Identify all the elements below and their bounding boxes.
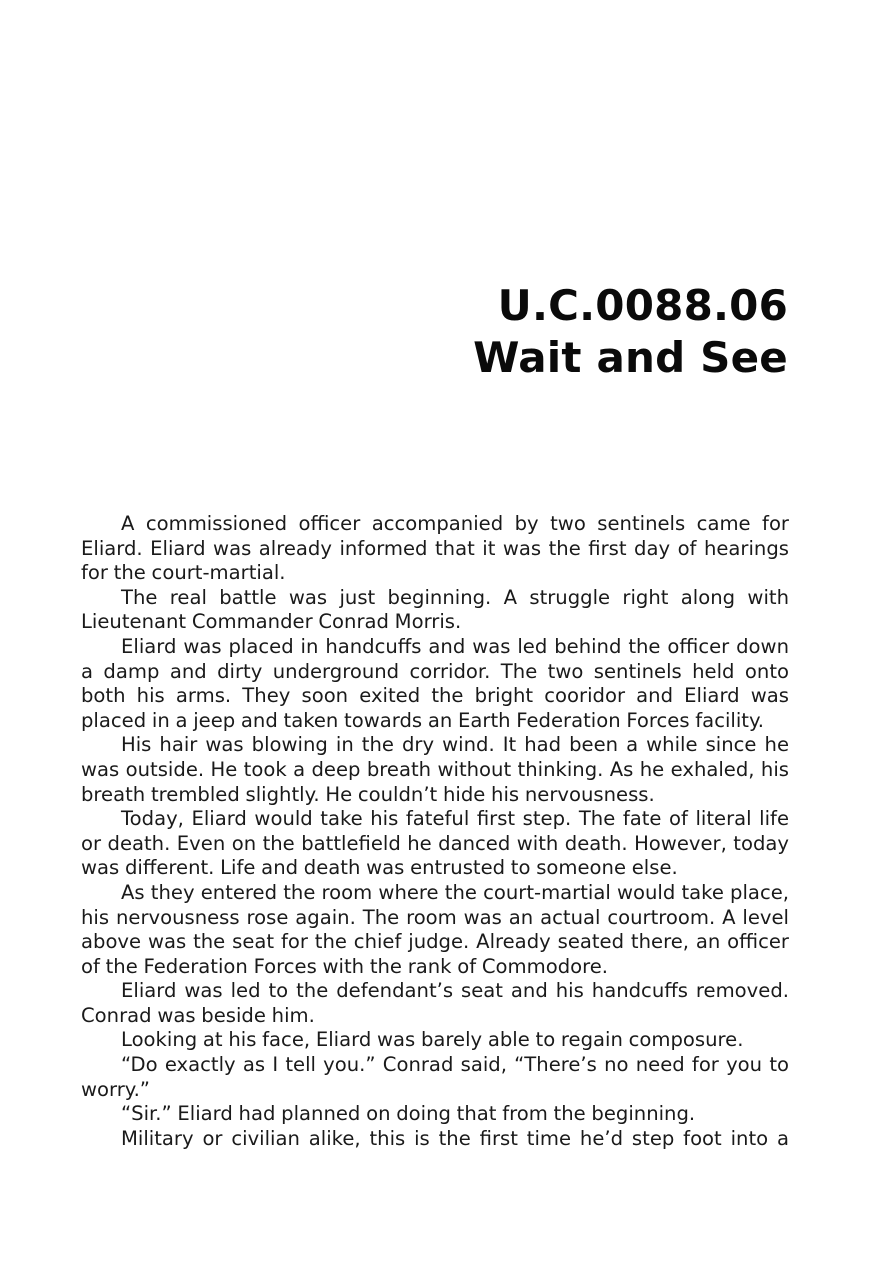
paragraph: “Do exactly as I tell you.” Conrad said, “There’s no need for you to worry.” [81, 1053, 789, 1101]
paragraph: A commissioned officer accompanied by two sentinels came for Eliard. Eliard was already informed that it was the first day of hearings for the court-martial. [81, 512, 789, 585]
paragraph: “Sir.” Eliard had planned on doing that from the beginning. [121, 1102, 696, 1126]
paragraph-last: Military or civilian alike, this is the first time he’d step foot into a [121, 1126, 789, 1150]
paragraph: Eliard was placed in handcuffs and was led behind the officer down a damp and dirty underground corridor. The two sentinels held onto both his arms. They soon exited the bright cooridor and Eliard was placed in a jeep and taken towards an Earth Federation Forces facility. [81, 634, 789, 732]
paragraph: As they entered the room where the court-martial would take place, his nervousness rose again. The room was an actual courtroom. A level above was the seat for the chief judge. Already seated there, an officer of the Federation Forces with the rank of Commodore. [81, 880, 789, 978]
chapter-title: Wait and See [473, 333, 788, 382]
paragraph: Today, Eliard would take his fateful first step. The fate of literal life or death. Even on the battlefield he danced with death. However, today was different. Life and death was entrusted to someone else. [81, 807, 789, 880]
paragraph: Looking at his face, Eliard was barely able to regain composure. [121, 1028, 744, 1052]
paragraph: The real battle was just beginning. A struggle right along with Lieutenant Commander Conrad Morris. [81, 585, 789, 634]
body-text [81, 512, 789, 1151]
chapter-number: U.C.0088.06 [497, 281, 788, 330]
paragraph: His hair was blowing in the dry wind. It had been a while since he was outside. He took a deep breath without thinking. As he exhaled, his breath trembled slightly. He couldn’t hide his nervousness. [81, 733, 789, 806]
paragraph: Eliard was led to the defendant’s seat and his handcuffs removed. Conrad was beside him. [81, 979, 789, 1027]
chapter-heading [473, 280, 788, 384]
